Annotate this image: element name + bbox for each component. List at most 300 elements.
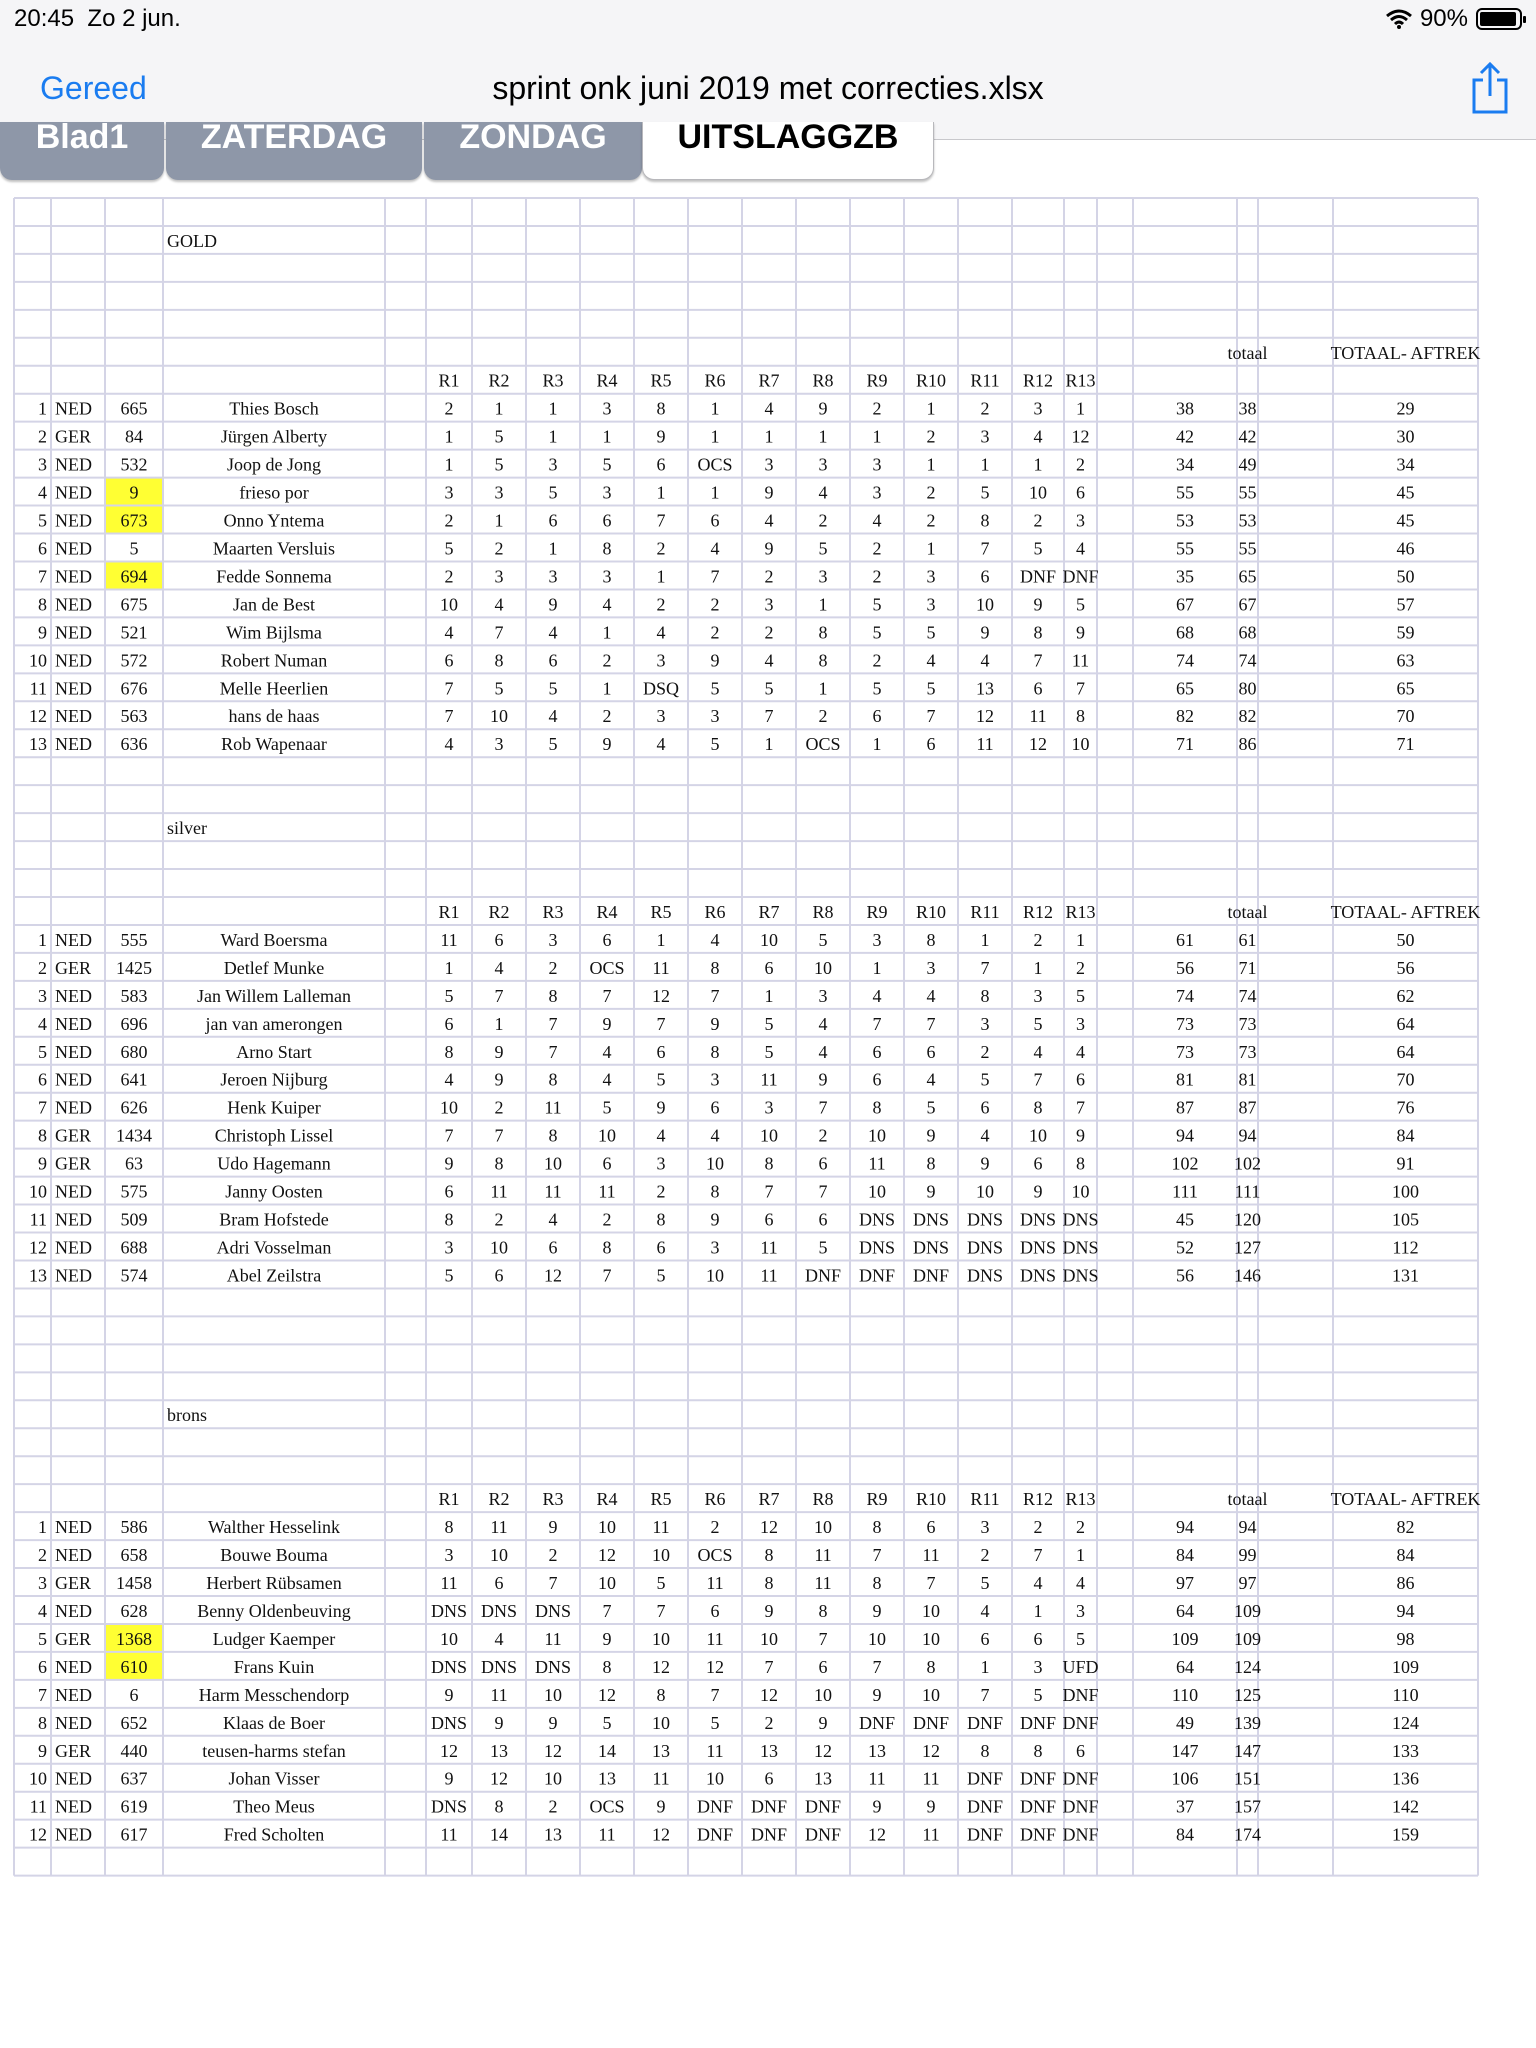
race-result-cell[interactable]: DNF xyxy=(696,1824,734,1845)
race-result-cell[interactable]: 2 xyxy=(818,1125,828,1146)
race-result-cell[interactable]: 7 xyxy=(494,622,504,643)
race-result-cell[interactable]: OCS xyxy=(697,454,733,475)
aftrek-cell[interactable]: 50 xyxy=(1396,566,1415,587)
race-result-cell[interactable]: 2 xyxy=(602,650,612,671)
race-result-cell[interactable]: 2 xyxy=(872,650,882,671)
nation-cell[interactable]: NED xyxy=(55,1069,92,1090)
nation-cell[interactable]: NED xyxy=(55,1265,92,1286)
sail-number-cell[interactable]: 641 xyxy=(120,1069,148,1090)
nation-cell[interactable]: NED xyxy=(55,1041,92,1062)
race-result-cell[interactable]: 12 xyxy=(544,1740,562,1761)
race-result-cell[interactable]: DNS xyxy=(480,1600,518,1621)
race-result-cell[interactable]: 7 xyxy=(980,957,990,978)
race-result-cell[interactable]: 9 xyxy=(764,1600,774,1621)
race-result-cell[interactable]: 3 xyxy=(444,482,454,503)
race-result-cell[interactable]: 3 xyxy=(980,1013,990,1034)
race-header-cell[interactable]: R5 xyxy=(650,370,672,391)
sailor-name-cell[interactable]: Klaas de Boer xyxy=(223,1712,325,1733)
sail-number-cell[interactable]: 572 xyxy=(120,650,148,671)
aftrek-cell[interactable]: 56 xyxy=(1396,957,1415,978)
race-result-cell[interactable]: DNF xyxy=(1062,1824,1099,1845)
race-result-cell[interactable]: 5 xyxy=(764,678,774,699)
race-result-cell[interactable]: DNS xyxy=(430,1656,468,1677)
race-result-cell[interactable]: 11 xyxy=(760,1265,778,1286)
race-header-cell[interactable]: R10 xyxy=(915,901,947,922)
race-result-cell[interactable]: 6 xyxy=(764,957,774,978)
race-result-cell[interactable]: 4 xyxy=(548,622,558,643)
aftrek-cell[interactable]: 86 xyxy=(1396,1573,1415,1593)
race-result-cell[interactable]: DNF xyxy=(1062,1684,1099,1705)
nation-cell[interactable]: NED xyxy=(55,594,92,615)
race-result-cell[interactable]: 13 xyxy=(490,1740,508,1761)
position-cell[interactable]: 8 xyxy=(38,594,47,615)
sheet-tab-blad1[interactable]: Blad1 xyxy=(0,122,164,180)
race-result-cell[interactable]: 8 xyxy=(548,1069,558,1090)
nation-cell[interactable]: NED xyxy=(55,1600,92,1621)
race-result-cell[interactable]: 1 xyxy=(980,1656,990,1677)
race-header-cell[interactable]: R7 xyxy=(758,901,780,922)
race-header-cell[interactable]: R11 xyxy=(970,370,1000,391)
race-result-cell[interactable]: 8 xyxy=(926,929,936,950)
race-result-cell[interactable]: 3 xyxy=(602,566,612,587)
race-result-cell[interactable]: 1 xyxy=(548,398,558,419)
race-result-cell[interactable]: 11 xyxy=(976,734,994,755)
race-result-cell[interactable]: 7 xyxy=(656,1013,666,1034)
race-result-cell[interactable]: OCS xyxy=(589,1796,625,1817)
race-result-cell[interactable]: 9 xyxy=(602,1013,612,1034)
totaal-cell[interactable]: 87 xyxy=(1238,1097,1257,1118)
sail-number-cell[interactable]: 628 xyxy=(120,1600,148,1621)
race-result-cell[interactable]: 6 xyxy=(1076,482,1085,503)
sum-cell[interactable]: 52 xyxy=(1176,1237,1194,1258)
race-result-cell[interactable]: 12 xyxy=(868,1824,886,1845)
race-result-cell[interactable]: DNS xyxy=(480,1656,518,1677)
aftrek-cell[interactable]: 70 xyxy=(1396,1069,1415,1090)
race-result-cell[interactable]: 11 xyxy=(868,1153,886,1174)
race-result-cell[interactable]: 1 xyxy=(872,734,882,755)
race-result-cell[interactable]: DNF xyxy=(750,1796,788,1817)
race-result-cell[interactable]: 2 xyxy=(980,398,990,419)
race-result-cell[interactable]: 2 xyxy=(602,706,612,727)
race-result-cell[interactable]: 2 xyxy=(548,1796,558,1817)
sum-cell[interactable]: 147 xyxy=(1171,1740,1199,1761)
race-result-cell[interactable]: 8 xyxy=(710,1041,720,1062)
race-result-cell[interactable]: 3 xyxy=(1033,985,1043,1006)
sailor-name-cell[interactable]: Harm Messchendorp xyxy=(198,1684,350,1705)
race-result-cell[interactable]: 1 xyxy=(710,398,720,419)
race-result-cell[interactable]: 13 xyxy=(976,678,994,699)
race-result-cell[interactable]: 1 xyxy=(872,426,882,447)
race-result-cell[interactable]: 12 xyxy=(1029,734,1047,755)
race-result-cell[interactable]: DNS xyxy=(858,1209,896,1230)
race-result-cell[interactable]: 5 xyxy=(494,454,504,475)
position-cell[interactable]: 10 xyxy=(29,1181,47,1202)
race-header-cell[interactable]: R12 xyxy=(1022,370,1054,391)
nation-cell[interactable]: NED xyxy=(55,1656,92,1677)
race-result-cell[interactable]: 8 xyxy=(548,985,558,1006)
race-result-cell[interactable]: 2 xyxy=(494,1209,504,1230)
sailor-name-cell[interactable]: Melle Heerlien xyxy=(219,678,329,699)
race-result-cell[interactable]: 2 xyxy=(818,510,828,531)
position-cell[interactable]: 9 xyxy=(38,1740,47,1761)
race-result-cell[interactable]: 10 xyxy=(1071,1181,1090,1202)
race-result-cell[interactable]: 5 xyxy=(494,678,504,699)
race-result-cell[interactable]: 4 xyxy=(656,1125,666,1146)
race-result-cell[interactable]: 1 xyxy=(444,454,454,475)
nation-cell[interactable]: NED xyxy=(55,650,92,671)
race-result-cell[interactable]: DNF xyxy=(858,1265,896,1286)
race-result-cell[interactable]: 4 xyxy=(548,1209,558,1230)
race-result-cell[interactable]: 4 xyxy=(494,1628,504,1649)
race-header-cell[interactable]: R9 xyxy=(866,1489,888,1510)
race-result-cell[interactable]: 7 xyxy=(710,1684,720,1705)
race-result-cell[interactable]: OCS xyxy=(805,734,841,755)
race-result-cell[interactable]: 8 xyxy=(980,1740,990,1761)
race-result-cell[interactable]: 2 xyxy=(656,1181,666,1202)
race-result-cell[interactable]: 10 xyxy=(1029,1125,1047,1146)
race-result-cell[interactable]: 12 xyxy=(598,1545,616,1566)
sailor-name-cell[interactable]: Bouwe Bouma xyxy=(220,1545,328,1566)
race-result-cell[interactable]: 9 xyxy=(872,1684,882,1705)
sail-number-cell[interactable]: 63 xyxy=(125,1153,143,1174)
race-result-cell[interactable]: 6 xyxy=(602,1153,612,1174)
race-result-cell[interactable]: 11 xyxy=(440,1824,458,1845)
race-result-cell[interactable]: DNF xyxy=(1019,1712,1057,1733)
race-result-cell[interactable]: 6 xyxy=(710,1600,720,1621)
sailor-name-cell[interactable]: Bram Hofstede xyxy=(219,1209,329,1230)
race-result-cell[interactable]: 3 xyxy=(818,566,828,587)
race-result-cell[interactable]: 10 xyxy=(814,1684,832,1705)
race-result-cell[interactable]: 1 xyxy=(444,957,454,978)
race-result-cell[interactable]: 10 xyxy=(598,1125,616,1146)
position-cell[interactable]: 8 xyxy=(38,1125,47,1146)
race-header-cell[interactable]: R13 xyxy=(1065,370,1096,391)
sailor-name-cell[interactable]: Jeroen Nijburg xyxy=(220,1069,328,1090)
position-cell[interactable]: 2 xyxy=(38,957,47,978)
race-result-cell[interactable]: 9 xyxy=(710,650,720,671)
race-result-cell[interactable]: 7 xyxy=(444,1125,454,1146)
sailor-name-cell[interactable]: Joop de Jong xyxy=(227,454,321,475)
race-result-cell[interactable]: 9 xyxy=(926,1125,936,1146)
race-result-cell[interactable]: 4 xyxy=(656,734,666,755)
race-result-cell[interactable]: 7 xyxy=(764,1656,774,1677)
race-result-cell[interactable]: 2 xyxy=(872,538,882,559)
race-result-cell[interactable]: 5 xyxy=(548,678,558,699)
totaal-cell[interactable]: 42 xyxy=(1238,426,1257,447)
race-result-cell[interactable]: 10 xyxy=(760,929,778,950)
race-result-cell[interactable]: 11 xyxy=(598,1181,616,1202)
race-result-cell[interactable]: 1 xyxy=(1076,929,1085,950)
nation-cell[interactable]: NED xyxy=(55,1796,92,1817)
sum-cell[interactable]: 53 xyxy=(1176,510,1194,531)
race-result-cell[interactable]: 8 xyxy=(872,1517,882,1538)
race-result-cell[interactable]: 5 xyxy=(872,594,882,615)
race-result-cell[interactable]: 4 xyxy=(602,1041,612,1062)
totaal-cell[interactable]: 53 xyxy=(1238,510,1257,531)
position-cell[interactable]: 12 xyxy=(29,1237,47,1258)
race-result-cell[interactable]: 11 xyxy=(760,1237,778,1258)
race-result-cell[interactable]: 11 xyxy=(440,1573,458,1593)
race-result-cell[interactable]: 10 xyxy=(598,1573,616,1593)
sum-cell[interactable]: 68 xyxy=(1176,622,1194,643)
race-result-cell[interactable]: DNS xyxy=(912,1209,950,1230)
sailor-name-cell[interactable]: Theo Meus xyxy=(233,1796,315,1817)
race-result-cell[interactable]: 6 xyxy=(1076,1069,1085,1090)
totaal-cell[interactable]: 120 xyxy=(1234,1209,1261,1230)
race-result-cell[interactable]: 4 xyxy=(494,594,504,615)
race-result-cell[interactable]: 5 xyxy=(1076,985,1085,1006)
race-result-cell[interactable]: 9 xyxy=(444,1684,454,1705)
race-result-cell[interactable]: 4 xyxy=(980,650,990,671)
race-result-cell[interactable]: 8 xyxy=(764,1545,774,1566)
race-result-cell[interactable]: UFD xyxy=(1062,1656,1099,1677)
race-result-cell[interactable]: 5 xyxy=(444,985,454,1006)
spreadsheet-grid[interactable] xyxy=(14,198,1481,1880)
position-cell[interactable]: 5 xyxy=(38,510,47,531)
aftrek-cell[interactable]: 84 xyxy=(1396,1545,1415,1566)
sailor-name-cell[interactable]: Wim Bijlsma xyxy=(226,622,322,643)
aftrek-cell[interactable]: 57 xyxy=(1396,594,1415,615)
sum-cell[interactable]: 82 xyxy=(1176,706,1194,727)
race-result-cell[interactable]: 13 xyxy=(760,1740,778,1761)
position-cell[interactable]: 12 xyxy=(29,1824,47,1845)
nation-cell[interactable]: NED xyxy=(55,510,92,531)
race-header-cell[interactable]: R2 xyxy=(488,370,510,391)
aftrek-cell[interactable]: 46 xyxy=(1396,538,1415,559)
sail-number-cell[interactable]: 586 xyxy=(120,1517,148,1538)
race-result-cell[interactable]: 6 xyxy=(764,1209,774,1230)
position-cell[interactable]: 4 xyxy=(38,1013,47,1034)
race-header-cell[interactable]: R10 xyxy=(915,1489,947,1510)
race-result-cell[interactable]: 7 xyxy=(872,1656,882,1677)
race-result-cell[interactable]: 7 xyxy=(710,566,720,587)
sail-number-cell[interactable]: 652 xyxy=(120,1712,148,1733)
race-header-cell[interactable]: R3 xyxy=(542,370,564,391)
sail-number-cell[interactable]: 1434 xyxy=(116,1125,152,1146)
race-result-cell[interactable]: 8 xyxy=(926,1656,936,1677)
race-result-cell[interactable]: 9 xyxy=(980,622,990,643)
nation-cell[interactable]: NED xyxy=(55,1684,92,1705)
aftrek-cell[interactable]: 124 xyxy=(1392,1712,1419,1733)
race-result-cell[interactable]: DNS xyxy=(966,1209,1004,1230)
sailor-name-cell[interactable]: Abel Zeilstra xyxy=(226,1265,322,1286)
sum-cell[interactable]: 55 xyxy=(1176,482,1194,503)
race-result-cell[interactable]: 4 xyxy=(926,985,936,1006)
race-result-cell[interactable]: 10 xyxy=(440,594,458,615)
totaal-cell[interactable]: 111 xyxy=(1234,1181,1261,1202)
sailor-name-cell[interactable]: Ludger Kaemper xyxy=(212,1628,336,1649)
race-result-cell[interactable]: 10 xyxy=(706,1153,724,1174)
aftrek-cell[interactable]: 159 xyxy=(1392,1824,1419,1845)
race-result-cell[interactable]: 6 xyxy=(548,510,558,531)
race-result-cell[interactable]: DNF xyxy=(966,1824,1004,1845)
position-cell[interactable]: 3 xyxy=(38,454,47,475)
race-result-cell[interactable]: 11 xyxy=(706,1573,724,1593)
aftrek-cell[interactable]: 91 xyxy=(1396,1153,1415,1174)
race-result-cell[interactable]: 8 xyxy=(764,1153,774,1174)
position-cell[interactable]: 7 xyxy=(38,1097,47,1118)
race-result-cell[interactable]: 3 xyxy=(980,1517,990,1538)
sailor-name-cell[interactable]: jan van amerongen xyxy=(205,1013,343,1034)
race-result-cell[interactable]: 12 xyxy=(598,1684,616,1705)
race-header-cell[interactable]: R5 xyxy=(650,1489,672,1510)
race-result-cell[interactable]: 3 xyxy=(926,957,936,978)
race-result-cell[interactable]: 5 xyxy=(656,1265,666,1286)
aftrek-cell[interactable]: 30 xyxy=(1396,426,1415,447)
totaal-cell[interactable]: 139 xyxy=(1234,1712,1261,1733)
race-result-cell[interactable]: 7 xyxy=(926,1573,936,1593)
race-result-cell[interactable]: 11 xyxy=(544,1181,562,1202)
race-result-cell[interactable]: 3 xyxy=(872,929,882,950)
aftrek-cell[interactable]: 100 xyxy=(1392,1181,1419,1202)
race-result-cell[interactable]: 12 xyxy=(760,1517,778,1538)
race-result-cell[interactable]: 4 xyxy=(444,1069,454,1090)
totaal-cell[interactable]: 73 xyxy=(1238,1041,1257,1062)
race-result-cell[interactable]: 2 xyxy=(980,1545,990,1566)
totaal-cell[interactable]: 94 xyxy=(1238,1125,1257,1146)
race-result-cell[interactable]: 3 xyxy=(818,454,828,475)
nation-cell[interactable]: NED xyxy=(55,706,92,727)
race-header-cell[interactable]: R4 xyxy=(596,370,618,391)
race-result-cell[interactable]: 3 xyxy=(494,734,504,755)
race-result-cell[interactable]: 2 xyxy=(1076,957,1085,978)
race-result-cell[interactable]: 6 xyxy=(1033,1153,1043,1174)
race-result-cell[interactable]: 10 xyxy=(440,1628,458,1649)
position-cell[interactable]: 4 xyxy=(38,482,47,503)
race-result-cell[interactable]: 1 xyxy=(1033,957,1043,978)
position-cell[interactable]: 11 xyxy=(29,1796,47,1817)
sum-cell[interactable]: 97 xyxy=(1176,1573,1194,1593)
sailor-name-cell[interactable]: Onno Yntema xyxy=(223,510,325,531)
aftrek-cell[interactable]: 64 xyxy=(1396,1041,1415,1062)
race-result-cell[interactable]: 2 xyxy=(656,538,666,559)
race-result-cell[interactable]: 4 xyxy=(710,1125,720,1146)
race-result-cell[interactable]: 11 xyxy=(706,1740,724,1761)
race-result-cell[interactable]: 8 xyxy=(872,1573,882,1593)
aftrek-cell[interactable]: 29 xyxy=(1396,398,1415,419)
race-result-cell[interactable]: 4 xyxy=(710,929,720,950)
sum-cell[interactable]: 109 xyxy=(1171,1628,1199,1649)
aftrek-cell[interactable]: 105 xyxy=(1392,1209,1419,1230)
race-result-cell[interactable]: 6 xyxy=(872,1069,882,1090)
position-cell[interactable]: 5 xyxy=(38,1628,47,1649)
totaal-cell[interactable]: 94 xyxy=(1238,1517,1257,1538)
race-result-cell[interactable]: 10 xyxy=(760,1628,778,1649)
race-result-cell[interactable]: 5 xyxy=(602,454,612,475)
race-result-cell[interactable]: OCS xyxy=(697,1545,733,1566)
sail-number-cell[interactable]: 688 xyxy=(120,1237,148,1258)
race-result-cell[interactable]: 2 xyxy=(764,566,774,587)
race-result-cell[interactable]: 7 xyxy=(818,1628,828,1649)
race-result-cell[interactable]: 4 xyxy=(764,510,774,531)
race-result-cell[interactable]: 1 xyxy=(764,426,774,447)
race-result-cell[interactable]: DNF xyxy=(1019,1824,1057,1845)
aftrek-cell[interactable]: 65 xyxy=(1396,678,1415,699)
race-result-cell[interactable]: 3 xyxy=(548,454,558,475)
race-result-cell[interactable]: 9 xyxy=(710,1013,720,1034)
race-result-cell[interactable]: 2 xyxy=(872,566,882,587)
race-result-cell[interactable]: 3 xyxy=(656,706,666,727)
position-cell[interactable]: 9 xyxy=(38,622,47,643)
race-result-cell[interactable]: 4 xyxy=(494,957,504,978)
nation-cell[interactable]: GER xyxy=(55,1153,91,1174)
race-result-cell[interactable]: 1 xyxy=(602,678,612,699)
race-result-cell[interactable]: 2 xyxy=(710,622,720,643)
race-result-cell[interactable]: 3 xyxy=(926,594,936,615)
sailor-name-cell[interactable]: Fedde Sonnema xyxy=(216,566,332,587)
race-result-cell[interactable]: 6 xyxy=(926,1517,936,1538)
aftrek-cell[interactable]: 112 xyxy=(1392,1237,1419,1258)
race-result-cell[interactable]: 10 xyxy=(922,1628,940,1649)
totaal-cell[interactable]: 49 xyxy=(1238,454,1257,475)
race-result-cell[interactable]: 9 xyxy=(656,1097,666,1118)
position-cell[interactable]: 6 xyxy=(38,1656,47,1677)
race-result-cell[interactable]: 4 xyxy=(980,1125,990,1146)
race-result-cell[interactable]: DNS xyxy=(1019,1265,1057,1286)
race-header-cell[interactable]: R12 xyxy=(1022,1489,1054,1510)
race-result-cell[interactable]: DNF xyxy=(1019,1796,1057,1817)
race-result-cell[interactable]: 10 xyxy=(544,1768,562,1789)
race-result-cell[interactable]: 1 xyxy=(494,510,504,531)
race-result-cell[interactable]: 9 xyxy=(1076,622,1085,643)
race-result-cell[interactable]: 11 xyxy=(706,1628,724,1649)
race-result-cell[interactable]: 5 xyxy=(926,678,936,699)
race-result-cell[interactable]: 9 xyxy=(656,1796,666,1817)
race-result-cell[interactable]: 10 xyxy=(976,594,994,615)
sail-number-cell[interactable]: 1425 xyxy=(116,957,152,978)
aftrek-cell[interactable]: 59 xyxy=(1396,622,1415,643)
position-cell[interactable]: 13 xyxy=(29,734,47,755)
race-result-cell[interactable]: 4 xyxy=(926,1069,936,1090)
race-result-cell[interactable]: DNF xyxy=(1019,566,1057,587)
nation-cell[interactable]: NED xyxy=(55,1768,92,1789)
race-result-cell[interactable]: 3 xyxy=(602,398,612,419)
position-cell[interactable]: 6 xyxy=(38,1069,47,1090)
sail-number-cell[interactable]: 6 xyxy=(129,1684,139,1705)
race-result-cell[interactable]: 2 xyxy=(710,594,720,615)
position-cell[interactable]: 9 xyxy=(38,1153,47,1174)
race-result-cell[interactable]: 11 xyxy=(760,1069,778,1090)
sail-number-cell[interactable]: 610 xyxy=(120,1656,148,1677)
race-result-cell[interactable]: 6 xyxy=(1076,1740,1085,1761)
race-result-cell[interactable]: DNF xyxy=(696,1796,734,1817)
race-header-cell[interactable]: R12 xyxy=(1022,901,1054,922)
race-result-cell[interactable]: 3 xyxy=(444,1545,454,1566)
nation-cell[interactable]: NED xyxy=(55,566,92,587)
race-result-cell[interactable]: 11 xyxy=(814,1545,832,1566)
sum-cell[interactable]: 102 xyxy=(1171,1153,1199,1174)
race-result-cell[interactable]: 1 xyxy=(764,734,774,755)
race-header-cell[interactable]: R9 xyxy=(866,370,888,391)
race-header-cell[interactable]: R11 xyxy=(970,901,1000,922)
race-result-cell[interactable]: 9 xyxy=(602,734,612,755)
sailor-name-cell[interactable]: Benny Oldenbeuving xyxy=(197,1600,351,1621)
race-result-cell[interactable]: 8 xyxy=(1033,1097,1043,1118)
sailor-name-cell[interactable]: Herbert Rübsamen xyxy=(206,1573,342,1593)
race-result-cell[interactable]: 6 xyxy=(494,1265,504,1286)
aftrek-cell[interactable]: 34 xyxy=(1396,454,1415,475)
sail-number-cell[interactable]: 575 xyxy=(120,1181,148,1202)
race-result-cell[interactable]: 10 xyxy=(652,1628,670,1649)
race-result-cell[interactable]: DSQ xyxy=(642,678,680,699)
race-result-cell[interactable]: 9 xyxy=(494,1041,504,1062)
race-result-cell[interactable]: 2 xyxy=(444,566,454,587)
race-result-cell[interactable]: 6 xyxy=(710,510,720,531)
race-result-cell[interactable]: 12 xyxy=(814,1740,832,1761)
race-result-cell[interactable]: 6 xyxy=(444,1181,454,1202)
race-result-cell[interactable]: 1 xyxy=(444,426,454,447)
race-result-cell[interactable]: DNF xyxy=(750,1824,788,1845)
